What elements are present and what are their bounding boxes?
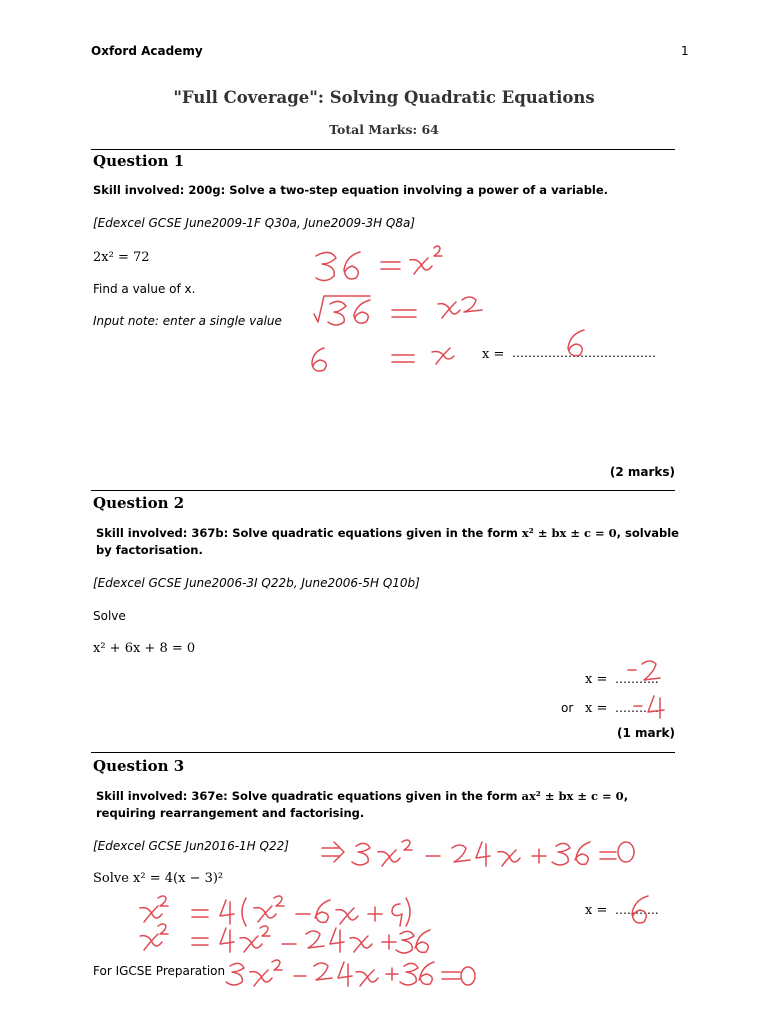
question-3-answer-field[interactable]: ……….. — [615, 903, 659, 917]
question-3-heading: Question 3 — [93, 757, 185, 775]
question-2-skill-suffix: , solvable by factorisation. — [96, 526, 679, 557]
handwriting-q3-line3 — [140, 924, 430, 953]
document-title: "Full Coverage": Solving Quadratic Equations — [173, 88, 595, 107]
question-3-skill-text: Skill involved: 367e: Solve quadratic equations given in the form — [96, 789, 522, 803]
question-2-skill-text: Skill involved: 367b: Solve quadratic equations given in the form — [96, 526, 522, 540]
question-2-skill-formula: x² ± bx ± c = 0 — [521, 526, 617, 540]
handwriting-q3-line1 — [322, 840, 634, 866]
question-3-skill-suffix: , requiring rearrangement and factorising. — [96, 789, 629, 820]
question-2-equation: x² + 6x + 8 = 0 — [93, 641, 196, 656]
question-2-answer-field[interactable]: ……….. — [615, 672, 659, 686]
total-marks: Total Marks: 64 — [329, 122, 439, 137]
question-3-instruction: Solve x² = 4(x − 3)² — [93, 871, 224, 886]
question-1-marks: (2 marks) — [609, 465, 675, 479]
question-2-or-label: or — [561, 701, 574, 715]
handwriting-q3-line4 — [226, 960, 475, 986]
question-2-source: [Edexcel GCSE June2006-3I Q22b, June2006-5H Q10b] — [93, 576, 420, 590]
question-3-skill-formula: ax² ± bx ± c = 0 — [521, 789, 624, 803]
question-2-marks: (1 mark) — [617, 726, 675, 740]
question-2-instruction: Solve — [93, 609, 126, 623]
question-1-source: [Edexcel GCSE June2009-1F Q30a, June2009-3H Q8a] — [93, 216, 416, 230]
question-3-note: For IGCSE Preparation — [93, 964, 226, 978]
handwriting-q1-line2 — [314, 296, 482, 325]
question-1-answer-field[interactable]: ……………………………… — [512, 346, 656, 360]
question-1-prompt: Find a value of x. — [93, 282, 196, 296]
question-2-skill — [96, 525, 681, 559]
question-1-heading: Question 1 — [93, 152, 185, 170]
question-3-answer-label: x = — [585, 903, 608, 918]
divider — [91, 149, 675, 150]
school-name: Oxford Academy — [91, 44, 203, 58]
handwriting-q1-line3 — [312, 348, 454, 371]
handwriting-q1-line1 — [316, 246, 442, 281]
handwriting-q3-line2 — [140, 896, 410, 926]
divider — [91, 752, 675, 753]
question-2-answer2-field[interactable]: ……….. — [615, 701, 659, 715]
question-2-heading: Question 2 — [93, 494, 185, 512]
question-1-skill: Skill involved: 200g: Solve a two-step equation involving a power of a variable. — [93, 183, 609, 197]
question-1-equation: 2x² = 72 — [93, 250, 150, 265]
question-1-answer-label: x = — [482, 347, 505, 362]
page-number: 1 — [681, 44, 689, 58]
question-3-skill — [96, 788, 681, 822]
question-2-answer2-label: x = — [585, 701, 608, 716]
question-2-answer-label: x = — [585, 672, 608, 687]
divider — [91, 490, 675, 491]
question-1-input-note: Input note: enter a single value — [93, 314, 282, 328]
question-3-source: [Edexcel GCSE Jun2016-1H Q22] — [93, 839, 289, 853]
